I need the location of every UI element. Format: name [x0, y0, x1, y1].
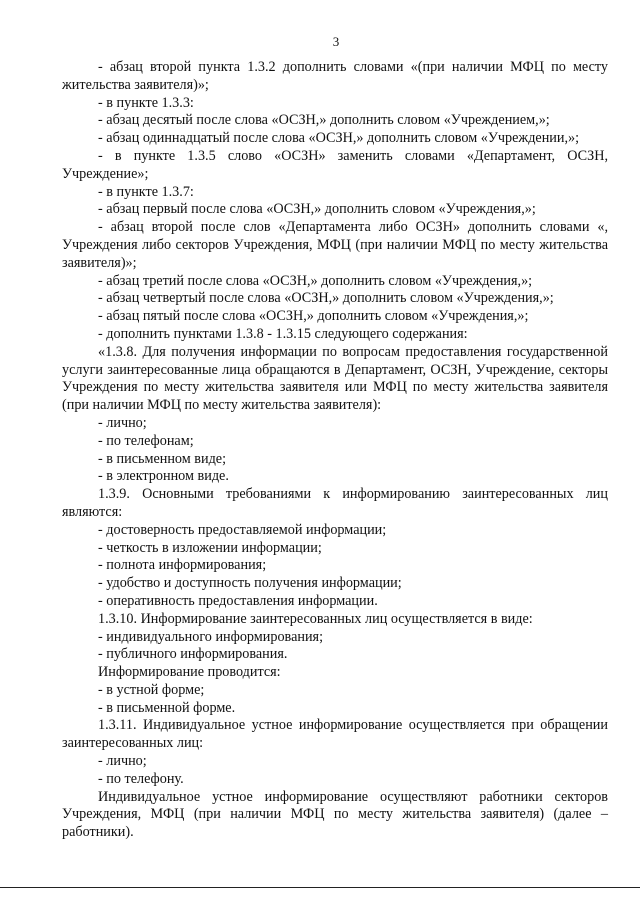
- paragraph: «1.3.8. Для получения информации по вопросам предоставления государственной услуги заинтересованные лица обращаются в Департамент, ОСЗН, Учреждение, секторы Учреждения по месту жительства заявителя или МФЦ по месту жительства заявителя (при наличии МФЦ по месту жительства заявителя):: [62, 343, 608, 414]
- page-number: 3: [332, 34, 340, 49]
- paragraph: - абзац второй пункта 1.3.2 дополнить словами «(при наличии МФЦ по месту жительства заявителя)»;: [62, 59, 608, 93]
- list-item: - в устной форме;: [98, 681, 205, 698]
- list-item: - по телефону.: [98, 770, 184, 787]
- list-item: - четкость в изложении информации;: [98, 539, 322, 556]
- list-item: - в письменной форме.: [98, 699, 236, 716]
- list-item: - удобство и доступность получения информации;: [98, 575, 402, 592]
- list-item: - полнота информирования;: [98, 557, 267, 574]
- paragraph: - абзац десятый после слова «ОСЗН,» дополнить словом «Учреждением,»;: [98, 112, 550, 129]
- paragraph: - дополнить пунктами 1.3.8 - 1.3.15 следующего содержания:: [98, 325, 468, 342]
- document-body: [62, 59, 608, 842]
- paragraph: - абзац пятый после слова «ОСЗН,» дополнить словом «Учреждения,»;: [98, 308, 529, 325]
- paragraph: 1.3.11. Индивидуальное устное информирование осуществляется при обращении заинтересованных лиц:: [62, 717, 608, 752]
- paragraph: 1.3.10. Информирование заинтересованных лиц осуществляется в виде:: [98, 610, 533, 627]
- list-item: - индивидуального информирования;: [98, 628, 324, 645]
- paragraph: - абзац первый после слова «ОСЗН,» дополнить словом «Учреждения,»;: [98, 201, 536, 218]
- list-item: - достоверность предоставляемой информации;: [98, 521, 387, 538]
- paragraph: - абзац четвертый после слова «ОСЗН,» дополнить словом «Учреждения,»;: [98, 290, 554, 307]
- list-item: - лично;: [98, 753, 147, 770]
- paragraph: - абзац третий после слова «ОСЗН,» дополнить словом «Учреждения,»;: [98, 272, 533, 289]
- list-item: - публичного информирования.: [98, 646, 288, 663]
- list-item: - по телефонам;: [98, 432, 194, 449]
- paragraph: Информирование проводится:: [98, 664, 281, 681]
- bottom-divider: [0, 887, 640, 888]
- paragraph: - абзац одиннадцатый после слова «ОСЗН,» дополнить словом «Учреждении,»;: [98, 130, 580, 147]
- paragraph: 1.3.9. Основными требованиями к информированию заинтересованных лиц являются:: [62, 486, 608, 520]
- list-item: - в электронном виде.: [98, 468, 229, 485]
- list-item: - в письменном виде;: [98, 450, 227, 467]
- paragraph: Индивидуальное устное информирование осуществляют работники секторов Учреждения, МФЦ (при наличии МФЦ по месту жительства заявителя) (далее – работники).: [62, 788, 608, 841]
- paragraph: - в пункте 1.3.3:: [98, 94, 194, 111]
- paragraph: - в пункте 1.3.5 слово «ОСЗН» заменить словами «Департамент, ОСЗН, Учреждение»;: [62, 147, 608, 182]
- list-item: - лично;: [98, 414, 147, 431]
- paragraph: - абзац второй после слов «Департамента либо ОСЗН» дополнить словами «, Учреждения либо секторов Учреждения, МФЦ (при наличии МФЦ по месту жительства заявителя)»;: [62, 219, 608, 271]
- list-item: - оперативность предоставления информации.: [98, 592, 378, 609]
- paragraph: - в пункте 1.3.7:: [98, 183, 194, 200]
